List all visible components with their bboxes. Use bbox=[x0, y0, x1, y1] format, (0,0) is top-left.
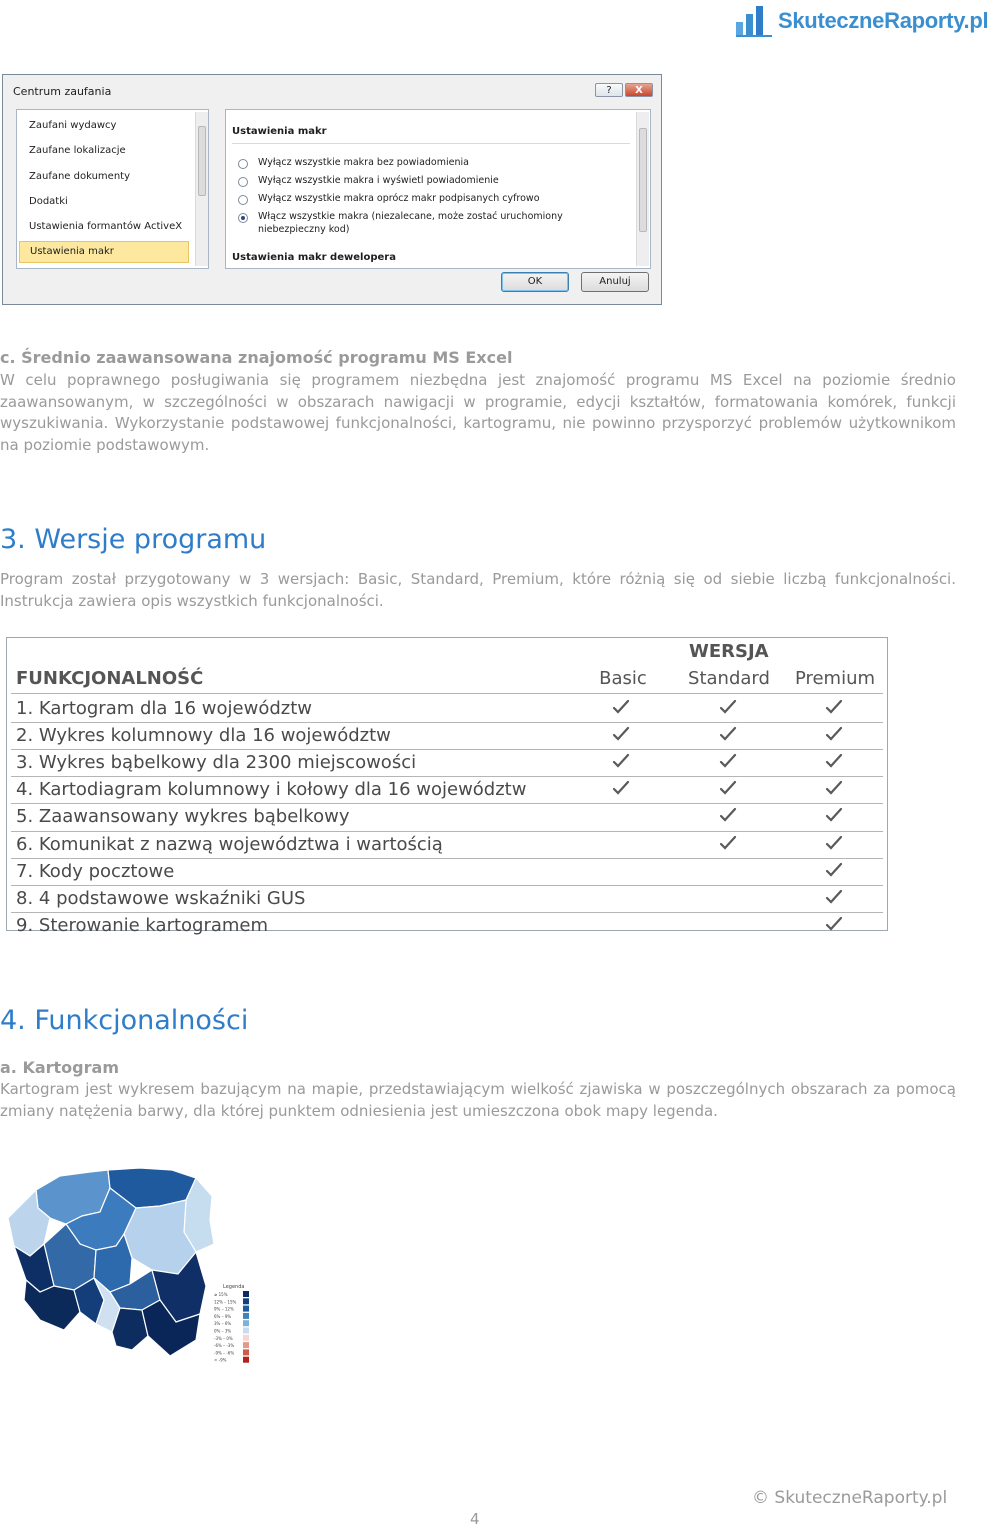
table-version-header: WERSJA bbox=[689, 641, 769, 662]
close-button[interactable]: X bbox=[625, 83, 653, 97]
radio-icon[interactable] bbox=[238, 177, 248, 187]
checkmark-icon bbox=[718, 753, 738, 769]
row-divider bbox=[11, 803, 883, 804]
checkmark-icon bbox=[611, 753, 631, 769]
checkmark-icon bbox=[718, 699, 738, 715]
legend-swatch bbox=[243, 1357, 249, 1363]
legend-label: -6% – -3% bbox=[214, 1343, 235, 1349]
legend-swatch bbox=[243, 1320, 249, 1326]
table-row-label: 1. Kartogram dla 16 województw bbox=[16, 698, 312, 719]
sidebar-item-addins[interactable]: Dodatki bbox=[29, 196, 68, 207]
section-c-heading: c. Średnio zaawansowana znajomość programu MS Excel bbox=[0, 348, 513, 367]
logo bbox=[734, 2, 988, 38]
sidebar-item-trusted-locations[interactable]: Zaufane lokalizacje bbox=[29, 145, 126, 156]
table-row-label: 7. Kody pocztowe bbox=[16, 860, 175, 882]
section-macro-settings: Ustawienia makr bbox=[232, 126, 327, 137]
checkmark-icon bbox=[824, 889, 844, 905]
panel-scroll-thumb[interactable] bbox=[639, 128, 647, 232]
option-enable-all[interactable]: Włącz wszystkie makra (niezalecane, może zostać uruchomiony bbox=[258, 211, 563, 222]
legend-title: Legenda bbox=[223, 1284, 245, 1290]
checkmark-icon bbox=[718, 807, 738, 823]
section-4a-heading: a. Kartogram bbox=[0, 1058, 119, 1077]
footer-copyright: © SkuteczneRaporty.pl bbox=[752, 1488, 948, 1508]
region-mazowieckie bbox=[124, 1200, 196, 1274]
checkmark-icon bbox=[718, 726, 738, 742]
checkmark-icon bbox=[611, 699, 631, 715]
row-divider bbox=[11, 858, 883, 859]
legend-swatch bbox=[243, 1313, 249, 1319]
table-row-label: 6. Komunikat z nazwą województwa i wartością bbox=[16, 833, 443, 855]
legend-label: 3% – 6% bbox=[214, 1321, 232, 1327]
versions-table bbox=[6, 637, 888, 936]
map-legend bbox=[214, 1284, 249, 1363]
checkmark-icon bbox=[718, 835, 738, 851]
legend-label: < -9% bbox=[214, 1357, 227, 1363]
radio-selected-icon[interactable] bbox=[238, 213, 248, 223]
table-row-label: 2. Wykres kolumnowy dla 16 województw bbox=[16, 725, 391, 747]
legend-swatch bbox=[243, 1306, 249, 1312]
checkmark-icon bbox=[611, 780, 631, 796]
row-divider bbox=[11, 831, 883, 832]
help-button[interactable]: ? bbox=[595, 83, 623, 97]
checkmark-icon bbox=[824, 862, 844, 878]
row-divider bbox=[11, 749, 883, 750]
checkmark-icon bbox=[718, 780, 738, 796]
sidebar-item-trusted-documents[interactable]: Zaufane dokumenty bbox=[29, 171, 130, 182]
sidebar-item-activex[interactable]: Ustawienia formantów ActiveX bbox=[29, 221, 183, 232]
legend-swatch bbox=[243, 1298, 249, 1304]
dialog-title: Centrum zaufania bbox=[13, 85, 112, 98]
column-premium: Premium bbox=[794, 668, 876, 689]
legend-swatch bbox=[243, 1328, 249, 1334]
option-disable-notify[interactable]: Wyłącz wszystkie makra i wyświetl powiadomienie bbox=[258, 175, 499, 186]
legend-swatch bbox=[243, 1335, 249, 1341]
bar-chart-logo-icon bbox=[734, 2, 776, 38]
ok-button[interactable]: OK bbox=[501, 272, 569, 292]
legend-label: ≥ 15% bbox=[214, 1292, 228, 1297]
checkmark-icon bbox=[824, 699, 844, 715]
macro-settings-panel bbox=[225, 109, 651, 269]
checkmark-icon bbox=[824, 780, 844, 796]
section-3-heading: 3. Wersje programu bbox=[0, 524, 267, 555]
legend-swatch bbox=[243, 1291, 249, 1297]
row-divider bbox=[11, 776, 883, 777]
checkmark-icon bbox=[824, 835, 844, 851]
section-4a-text: Kartogram jest wykresem bazującym na mapie, przedstawiającym wielkość zjawiska w poszczególnych obszarach za pomocą zmiany natężenia barwy, dla której punktem odniesienia jest umieszczona obok mapy legenda. bbox=[0, 1080, 956, 1120]
panel-scrollbar[interactable] bbox=[636, 112, 649, 266]
legend-label: -9% – -6% bbox=[214, 1350, 235, 1356]
header-divider bbox=[11, 693, 883, 694]
section-developer-macro-settings: Ustawienia makr dewelopera bbox=[232, 252, 396, 263]
checkmark-icon bbox=[611, 726, 631, 742]
table-row-label: 5. Zaawansowany wykres bąbelkowy bbox=[16, 806, 350, 828]
divider bbox=[232, 143, 630, 144]
section-3-text: Program został przygotowany w 3 wersjach: Basic, Standard, Premium, które różnią się od siebie liczbą funkcjonalności. Instrukcja zawiera opis wszystkich funkcjonalności. bbox=[0, 570, 956, 610]
sidebar-scrollbar[interactable] bbox=[195, 112, 208, 266]
legend-swatch bbox=[243, 1342, 249, 1348]
table-functionality-header: FUNKCJONALNOŚĆ bbox=[16, 668, 204, 689]
table-row-label: 8. 4 podstawowe wskaźniki GUS bbox=[16, 887, 306, 909]
checkmark-icon bbox=[824, 753, 844, 769]
sidebar-item-trusted-publishers[interactable]: Zaufani wydawcy bbox=[29, 120, 117, 131]
legend-label: -3% – 0% bbox=[214, 1335, 233, 1341]
page-number: 4 bbox=[470, 1510, 480, 1528]
radio-icon[interactable] bbox=[238, 195, 248, 205]
logo-text: SkuteczneRaporty.pl bbox=[778, 8, 988, 33]
legend-label: 0% – 3% bbox=[214, 1328, 232, 1334]
row-divider bbox=[11, 912, 883, 913]
poland-choropleth-map bbox=[0, 1160, 262, 1365]
table-row-label: 4. Kartodiagram kolumnowy i kołowy dla 16 województw bbox=[16, 779, 527, 801]
legend-label: 9% – 12% bbox=[214, 1306, 234, 1312]
column-standard: Standard bbox=[688, 668, 770, 689]
option-disable-except-signed[interactable]: Wyłącz wszystkie makra oprócz makr podpisanych cyfrowo bbox=[258, 193, 540, 204]
table-row-label: 9. Sterowanie kartogramem bbox=[16, 914, 269, 936]
legend-label: 6% – 9% bbox=[214, 1313, 232, 1319]
table-row-label: 3. Wykres bąbelkowy dla 2300 miejscowości bbox=[16, 752, 417, 774]
map-image bbox=[0, 1160, 262, 1365]
trust-center-dialog bbox=[2, 74, 662, 305]
sidebar-scroll-thumb[interactable] bbox=[198, 126, 206, 196]
option-disable-no-notify[interactable]: Wyłącz wszystkie makra bez powiadomienia bbox=[258, 157, 469, 168]
row-divider bbox=[11, 885, 883, 886]
legend-label: 12% – 15% bbox=[214, 1299, 237, 1305]
radio-icon[interactable] bbox=[238, 159, 248, 169]
cancel-button[interactable]: Anuluj bbox=[581, 272, 649, 292]
row-divider bbox=[11, 722, 883, 723]
section-4-heading: 4. Funkcjonalności bbox=[0, 1005, 249, 1036]
sidebar bbox=[16, 109, 209, 269]
checkmark-icon bbox=[824, 726, 844, 742]
option-enable-all-line2: niebezpieczny kod) bbox=[258, 224, 350, 235]
sidebar-item-macro-settings[interactable]: Ustawienia makr bbox=[19, 241, 189, 263]
column-basic: Basic bbox=[599, 668, 647, 689]
legend-swatch bbox=[243, 1349, 249, 1355]
checkmark-icon bbox=[824, 916, 844, 932]
section-c-text: W celu poprawnego posługiwania się programem niezbędna jest znajomość programu MS Excel na poziomie średnio zaawansowanym, w szczególności w obszarach nawigacji w programie, edycji kształtów, formatowania komórek, funkcji wyszukiwania. Wykorzystanie podstawowej funkcjonalności, kartogramu, nie powinno przysporzyć problemów użytkownikom na poziomie podstawowym. bbox=[0, 371, 956, 454]
checkmark-icon bbox=[824, 807, 844, 823]
